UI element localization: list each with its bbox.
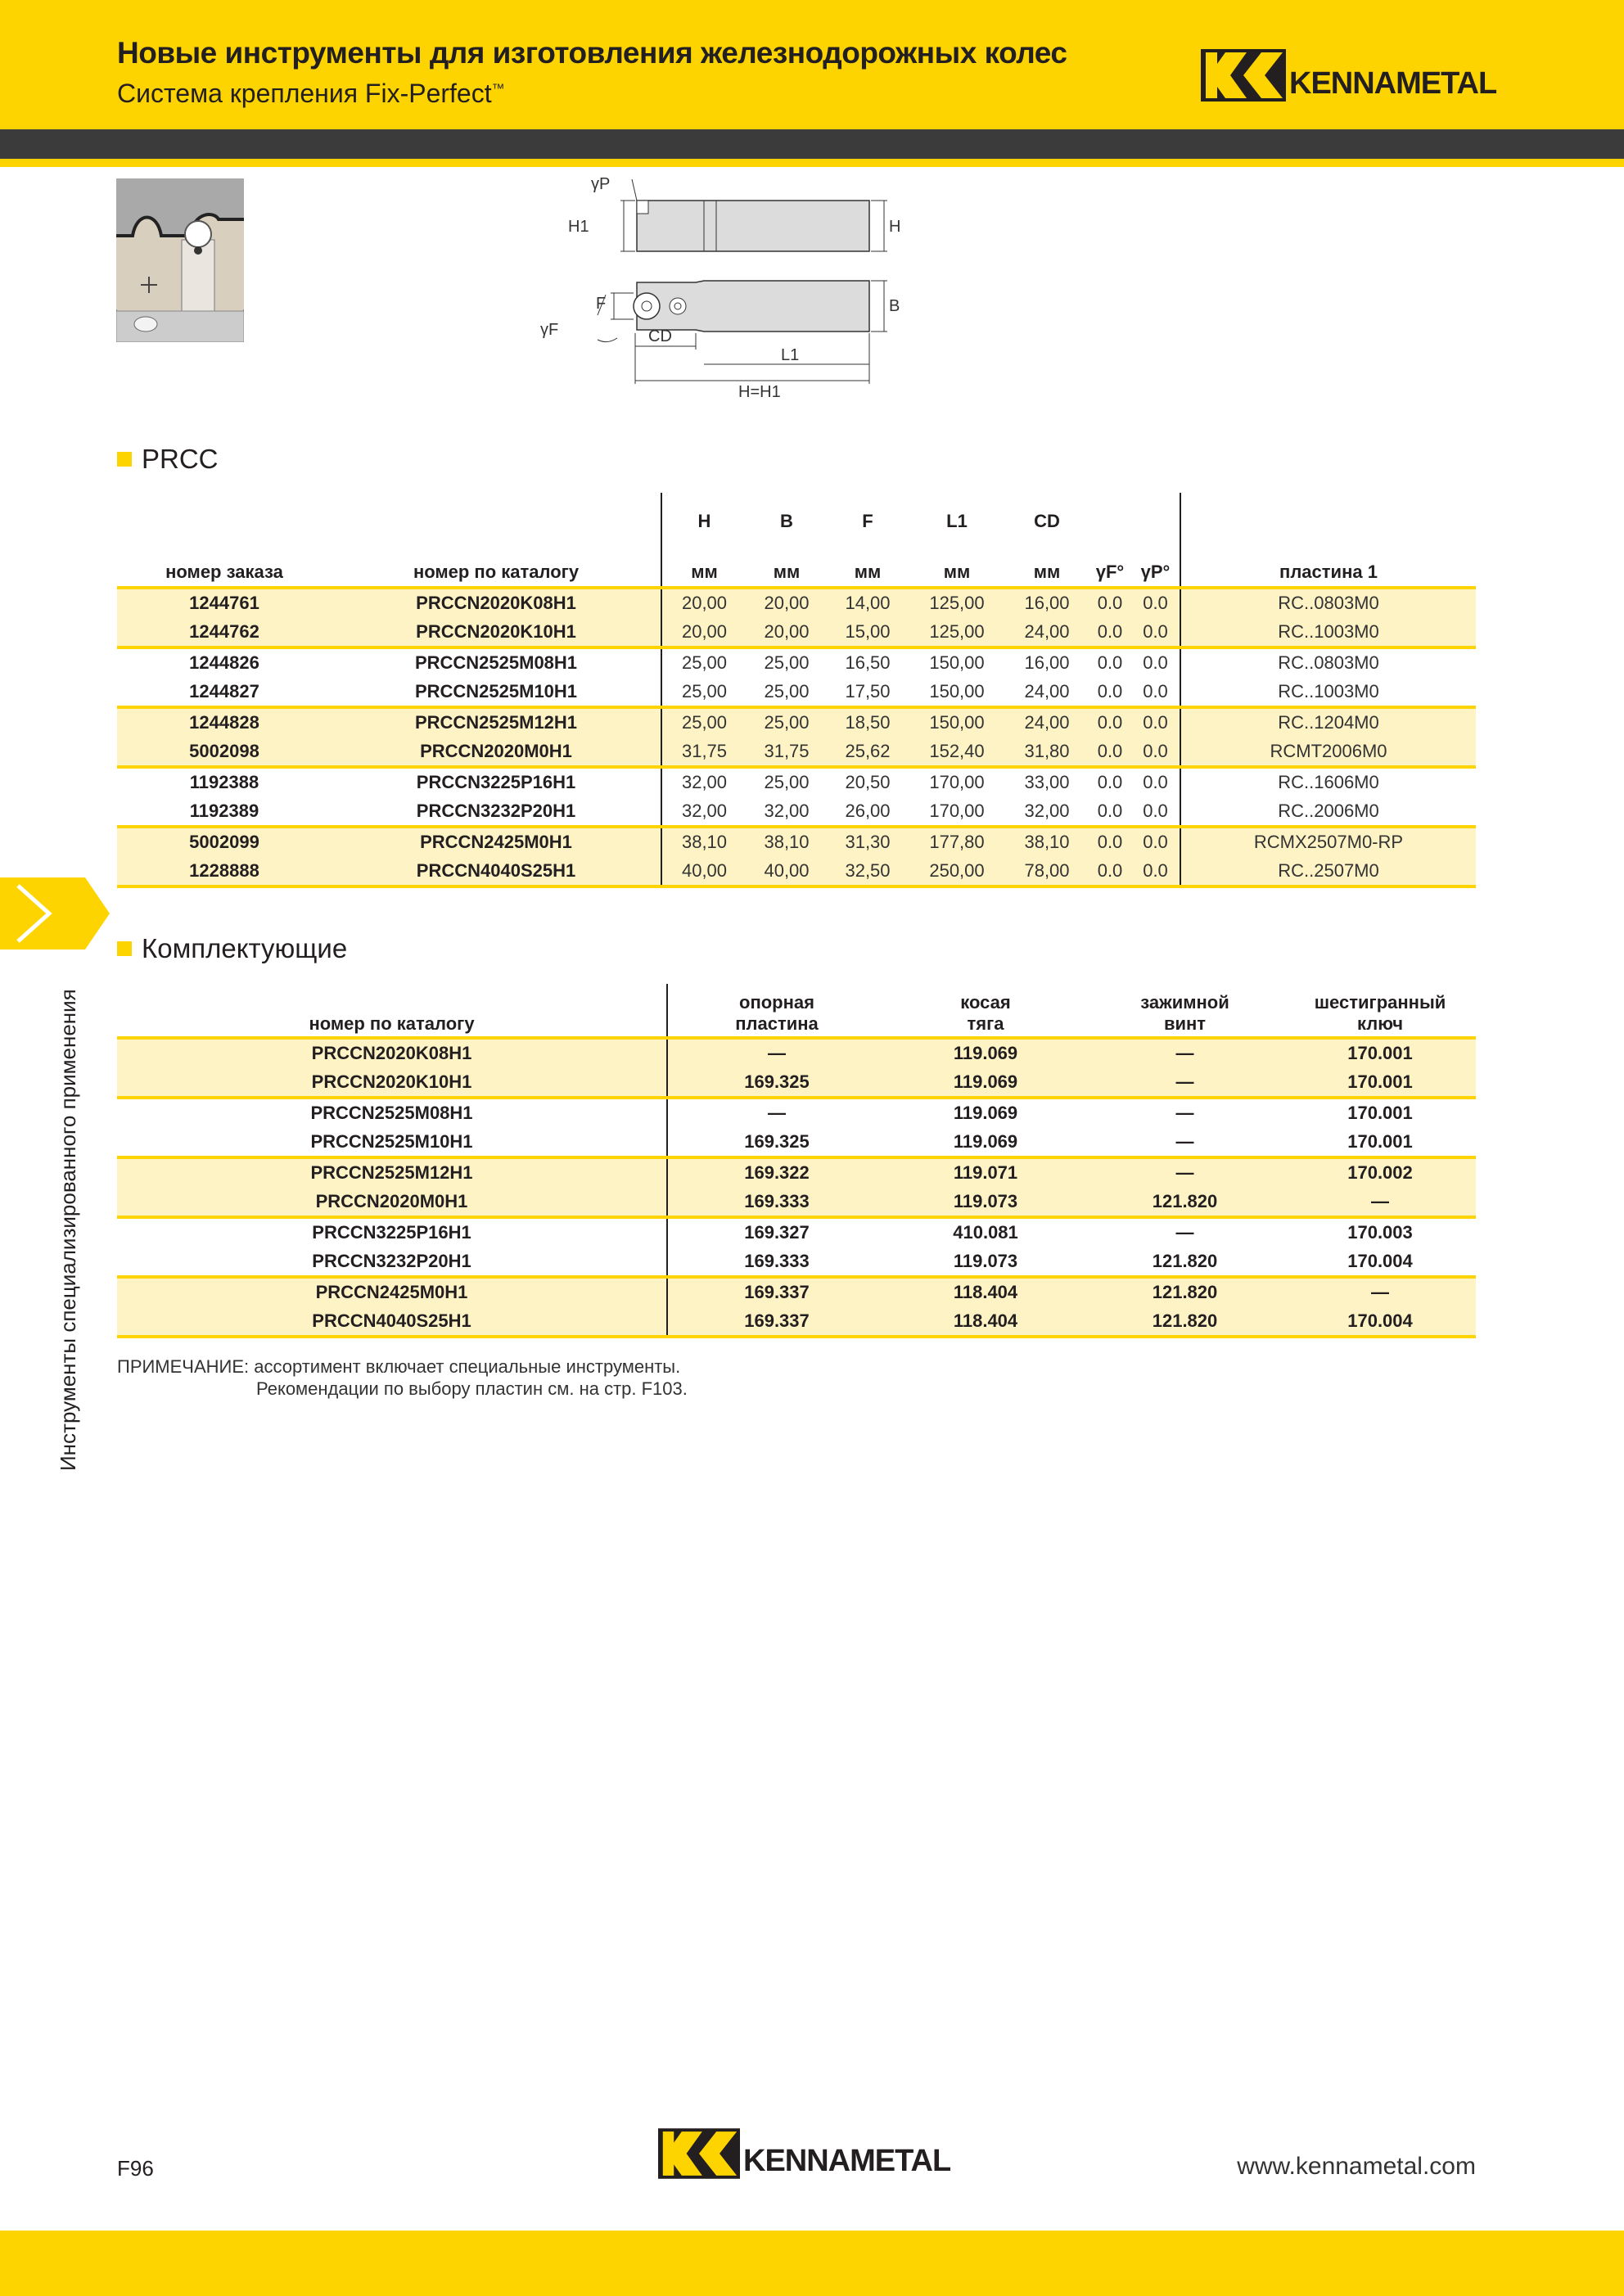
table-cell: 0.0 — [1089, 647, 1131, 678]
table-row — [117, 1068, 1476, 1098]
table-cell: 169.337 — [667, 1307, 886, 1337]
label-gamma-p: γP — [591, 176, 611, 193]
table-cell: PRCCN2020K10H1 — [117, 1068, 667, 1098]
table-cell: — — [1175, 1130, 1194, 1152]
table-cell: 177,80 — [909, 827, 1005, 857]
table-cell: 1244827 — [189, 680, 259, 701]
table-cell: 1244826 — [117, 647, 332, 678]
header-b: B — [780, 511, 793, 531]
table-cell: 15,00 — [827, 618, 909, 648]
header-text: тяга — [967, 1013, 1004, 1034]
table-cell: PRCCN4040S25H1 — [332, 857, 661, 887]
side-tab-arrow-icon — [0, 877, 115, 951]
section-title-prcc — [117, 444, 219, 475]
page-subtitle — [117, 79, 505, 109]
table-cell: 16,00 — [1005, 647, 1089, 678]
table-cell: — — [1085, 1157, 1284, 1188]
table-cell: PRCCN2525M08H1 — [332, 647, 661, 678]
header-text: винт — [1163, 1013, 1207, 1034]
header-unit-mm: мм — [747, 550, 827, 588]
table-cell: 18,50 — [827, 707, 909, 738]
table-cell: 169.325 — [667, 1068, 886, 1098]
table-cell: 25,00 — [747, 707, 827, 738]
table-cell: 20,00 — [661, 588, 747, 618]
label-h1: H1 — [568, 218, 589, 236]
table-cell: RC..2006M0 — [1278, 800, 1379, 821]
table-cell: 169.333 — [667, 1188, 886, 1218]
table-cell: RCMX2507M0-RP — [1180, 827, 1476, 857]
table-cell: 40,00 — [661, 857, 747, 887]
table-cell: PRCCN2020K08H1 — [117, 1038, 667, 1068]
table-cell: RC..1003M0 — [1278, 680, 1379, 701]
table-cell: PRCCN2020K08H1 — [332, 588, 661, 618]
table-cell: 0.0 — [1131, 678, 1180, 708]
table-cell: 24,00 — [1005, 618, 1089, 648]
table-cell: 119.069 — [886, 1068, 1085, 1098]
accessories-table — [117, 984, 1476, 1338]
table-cell: 125,00 — [909, 588, 1005, 618]
header-empty — [1089, 493, 1131, 550]
table-cell: — — [1085, 1098, 1284, 1128]
logo-wordmark: KENNAMETAL — [1289, 66, 1497, 101]
section-bullet — [117, 452, 132, 467]
table-cell: PRCCN2525M10H1 — [332, 678, 661, 708]
table-cell: 170.004 — [1284, 1307, 1476, 1337]
table-cell: PRCCN3232P20H1 — [332, 797, 661, 828]
table-cell: PRCCN2525M12H1 — [117, 1157, 667, 1188]
footnote-line: Рекомендации по выбору пластин см. на стр. F103. — [256, 1378, 688, 1399]
table-cell: 152,40 — [909, 738, 1005, 768]
prcc-table — [117, 493, 1476, 888]
table-cell: 31,30 — [827, 827, 909, 857]
table-cell: 0.0 — [1131, 618, 1180, 648]
table-cell: PRCCN2020M0H1 — [117, 1188, 667, 1218]
header-text: опорная — [739, 992, 814, 1013]
table-cell: 16,50 — [827, 647, 909, 678]
table-cell: 0.0 — [1131, 797, 1180, 828]
table-cell: 119.071 — [886, 1157, 1085, 1188]
table-row — [117, 1307, 1476, 1337]
table-cell: 150,00 — [929, 680, 985, 701]
section-title-accessories — [117, 933, 347, 964]
table-cell: 1192388 — [117, 767, 332, 797]
table-cell: 1244761 — [117, 588, 332, 618]
table-cell: 38,10 — [661, 827, 747, 857]
table-cell: PRCCN4040S25H1 — [117, 1307, 667, 1337]
table-cell: 0.0 — [1089, 707, 1131, 738]
kennametal-k-icon — [658, 2128, 740, 2179]
table-cell: PRCCN2020K10H1 — [332, 618, 661, 648]
table-row — [117, 857, 1476, 887]
table-cell: RC..0803M0 — [1180, 588, 1476, 618]
table-cell: 169.322 — [667, 1157, 886, 1188]
header-shim — [667, 984, 886, 1038]
table-cell: 25,00 — [747, 647, 827, 678]
table-cell: 118.404 — [886, 1307, 1085, 1337]
footnote — [117, 1355, 688, 1400]
header-clamp-screw — [1085, 984, 1284, 1038]
label-l1: L1 — [781, 346, 800, 364]
table-cell: — — [1085, 1068, 1284, 1098]
header-dark-band — [0, 129, 1624, 159]
table-cell: 150,00 — [909, 647, 1005, 678]
table-cell: 170,00 — [929, 800, 985, 821]
header-f: F — [862, 511, 873, 531]
footer-kennametal-logo — [658, 2128, 950, 2179]
table-cell: 0.0 — [1131, 588, 1180, 618]
table-cell: 119.073 — [886, 1188, 1085, 1218]
table-cell: — — [1085, 1038, 1284, 1068]
footnote-line: ПРИМЕЧАНИЕ: ассортимент включает специальные инструменты. — [117, 1356, 681, 1377]
side-section-label: Инструменты специализированного применения — [56, 989, 80, 1471]
header-clamp-wedge — [886, 984, 1085, 1038]
table-cell: 0.0 — [1089, 738, 1131, 768]
table-cell: 14,00 — [827, 588, 909, 618]
header-empty — [1180, 493, 1476, 550]
section-bullet — [117, 941, 132, 956]
header-text: зажимной — [1140, 992, 1229, 1013]
header-unit-mm: мм — [661, 550, 747, 588]
table-cell: 0.0 — [1131, 647, 1180, 678]
table-cell: 33,00 — [1005, 767, 1089, 797]
table-cell: 170.001 — [1284, 1098, 1476, 1128]
table-cell: — — [1284, 1188, 1476, 1218]
table-cell: PRCCN2525M12H1 — [332, 707, 661, 738]
label-b: B — [889, 297, 900, 315]
label-f: F — [596, 295, 607, 313]
table-cell: 25,00 — [681, 680, 728, 701]
table-cell: 26,00 — [845, 800, 891, 821]
label-h: H — [889, 218, 901, 236]
header-gamma-f: γF° — [1089, 550, 1131, 588]
header-empty — [332, 493, 661, 550]
table-cell: — — [1284, 1277, 1476, 1307]
table-cell: 125,00 — [909, 618, 1005, 648]
logo-wordmark: KENNAMETAL — [743, 2144, 951, 2178]
header-unit-mm: мм — [827, 550, 909, 588]
table-cell: RC..1204M0 — [1180, 707, 1476, 738]
header-cd: CD — [1034, 511, 1060, 531]
table-cell: PRCCN2020M0H1 — [332, 738, 661, 768]
header-order-number: номер заказа — [117, 550, 332, 588]
table-cell: RCMT2006M0 — [1180, 738, 1476, 768]
header-text: номер по каталогу — [309, 1013, 475, 1034]
table-cell: 32,00 — [661, 767, 747, 797]
table-cell: 0.0 — [1131, 767, 1180, 797]
table-cell: 121.820 — [1085, 1307, 1284, 1337]
table-row — [117, 738, 1476, 768]
header-text: косая — [960, 992, 1011, 1013]
table-cell: 169.325 — [667, 1128, 886, 1158]
header-l1: L1 — [946, 511, 968, 531]
table-cell: — — [667, 1098, 886, 1128]
table-cell: PRCCN3225P16H1 — [332, 767, 661, 797]
table-cell: 169.327 — [667, 1217, 886, 1247]
table-cell: 169.337 — [667, 1277, 886, 1307]
table-cell: 0.0 — [1089, 857, 1131, 887]
header-unit-mm: мм — [1005, 550, 1089, 588]
table-cell: 31,75 — [747, 738, 827, 768]
table-cell: 121.820 — [1085, 1188, 1284, 1218]
table-cell: 5002099 — [117, 827, 332, 857]
table-cell: 119.069 — [953, 1130, 1018, 1152]
table-cell: 170.004 — [1347, 1250, 1413, 1271]
table-cell: RC..1606M0 — [1180, 767, 1476, 797]
table-cell: 0.0 — [1097, 800, 1123, 821]
table-cell: 119.073 — [953, 1250, 1018, 1271]
table-cell: 38,10 — [1005, 827, 1089, 857]
page-header — [0, 0, 1624, 129]
subtitle-text: Система крепления Fix-Perfect — [117, 79, 492, 108]
footer-yellow-band — [0, 2231, 1624, 2296]
table-cell: 25,00 — [764, 680, 810, 701]
table-cell: — — [667, 1038, 886, 1068]
table-cell: 0.0 — [1131, 857, 1180, 887]
table-cell: PRCCN2425M0H1 — [332, 827, 661, 857]
table-cell: 170.002 — [1284, 1157, 1476, 1188]
table-cell: 17,50 — [845, 680, 891, 701]
trademark-mark: ™ — [491, 82, 505, 97]
website-link[interactable]: www.kennametal.com — [1237, 2153, 1476, 2180]
table-cell: 24,00 — [1024, 680, 1070, 701]
table-cell: 25,00 — [747, 767, 827, 797]
section-title-text: PRCC — [142, 444, 219, 474]
header-empty — [117, 493, 332, 550]
table-cell: PRCCN3225P16H1 — [117, 1217, 667, 1247]
table-cell: 20,00 — [747, 588, 827, 618]
table-cell: RC..2507M0 — [1180, 857, 1476, 887]
header-catalog-number: номер по каталогу — [332, 550, 661, 588]
header-empty — [1131, 493, 1180, 550]
label-h-eq-h1: H=H1 — [738, 383, 781, 401]
table-cell: 0.0 — [1089, 767, 1131, 797]
table-cell: 0.0 — [1131, 827, 1180, 857]
table-cell: 121.820 — [1152, 1250, 1218, 1271]
header-hex-key — [1284, 984, 1476, 1038]
table-cell: 150,00 — [909, 707, 1005, 738]
label-gamma-f: γF — [540, 321, 559, 339]
table-cell: 31,80 — [1005, 738, 1089, 768]
table-row — [117, 767, 1476, 797]
header-insert: пластина 1 — [1180, 550, 1476, 588]
header-text: пластина — [735, 1013, 819, 1034]
page-number: F96 — [117, 2156, 154, 2181]
table-cell: 20,00 — [661, 618, 747, 648]
table-cell: — — [1085, 1217, 1284, 1247]
table-cell: 119.069 — [886, 1038, 1085, 1068]
table-cell: 16,00 — [1005, 588, 1089, 618]
table-row — [117, 1038, 1476, 1068]
table-cell: 0.0 — [1097, 680, 1123, 701]
header-unit-mm: мм — [909, 550, 1005, 588]
table-row — [117, 647, 1476, 678]
table-row — [117, 1277, 1476, 1307]
table-row — [117, 1217, 1476, 1247]
table-cell: 78,00 — [1005, 857, 1089, 887]
header-text: ключ — [1357, 1013, 1403, 1034]
kennametal-logo — [1201, 49, 1496, 101]
table-cell: 170.003 — [1284, 1217, 1476, 1247]
table-row — [117, 678, 1476, 708]
table-cell: 250,00 — [909, 857, 1005, 887]
table-cell: 1228888 — [117, 857, 332, 887]
table-cell: 121.820 — [1085, 1277, 1284, 1307]
table-cell: 40,00 — [747, 857, 827, 887]
table-row — [117, 588, 1476, 618]
table-cell: 5002098 — [117, 738, 332, 768]
table-cell: 32,00 — [764, 800, 810, 821]
table-cell: PRCCN2525M08H1 — [117, 1098, 667, 1128]
table-cell: 1192389 — [189, 800, 259, 821]
table-cell: 170.001 — [1284, 1068, 1476, 1098]
table-cell: 0.0 — [1089, 588, 1131, 618]
table-cell: 410.081 — [886, 1217, 1085, 1247]
table-cell: 25,00 — [661, 647, 747, 678]
table-cell: 169.333 — [667, 1247, 886, 1278]
table-row — [117, 1188, 1476, 1218]
tool-dimension-drawing — [532, 176, 1007, 405]
table-cell: 25,00 — [661, 707, 747, 738]
table-cell: 32,50 — [827, 857, 909, 887]
table-cell: 38,10 — [747, 827, 827, 857]
table-row — [117, 1247, 1476, 1278]
table-cell: 20,00 — [747, 618, 827, 648]
table-cell: 0.0 — [1089, 618, 1131, 648]
table-row — [117, 618, 1476, 648]
table-cell: 31,75 — [661, 738, 747, 768]
table-cell: 118.404 — [886, 1277, 1085, 1307]
table-cell: 0.0 — [1131, 738, 1180, 768]
table-cell: PRCCN2525M10H1 — [310, 1130, 473, 1152]
header-yellow-stripe — [0, 159, 1624, 167]
header-gamma-p: γP° — [1131, 550, 1180, 588]
header-catalog-number — [117, 984, 667, 1038]
header-h: H — [697, 511, 711, 531]
table-cell: 24,00 — [1005, 707, 1089, 738]
page-title: Новые инструменты для изготовления железнодорожных колес — [117, 36, 1067, 70]
table-cell: 1244762 — [117, 618, 332, 648]
table-cell: 25,62 — [827, 738, 909, 768]
label-cd: CD — [648, 327, 672, 345]
table-cell: PRCCN2425M0H1 — [117, 1277, 667, 1307]
table-row — [117, 1128, 1476, 1158]
table-cell: RC..0803M0 — [1180, 647, 1476, 678]
table-cell: 1244828 — [117, 707, 332, 738]
table-row — [117, 1098, 1476, 1128]
table-row — [117, 1157, 1476, 1188]
table-cell: PRCCN3232P20H1 — [312, 1250, 471, 1271]
table-row — [117, 707, 1476, 738]
table-row — [117, 827, 1476, 857]
kennametal-k-icon — [1201, 49, 1286, 101]
table-cell: 170.001 — [1347, 1130, 1413, 1152]
table-cell: 20,50 — [827, 767, 909, 797]
table-cell: 32,00 — [1024, 800, 1070, 821]
header-text: шестигранный — [1314, 992, 1446, 1013]
table-cell: RC..1003M0 — [1180, 618, 1476, 648]
table-row — [117, 797, 1476, 828]
table-cell: 32,00 — [681, 800, 728, 821]
table-cell: 119.069 — [886, 1098, 1085, 1128]
section-title-text: Комплектующие — [142, 933, 348, 963]
table-cell: 0.0 — [1089, 827, 1131, 857]
table-cell: 170.001 — [1284, 1038, 1476, 1068]
table-cell: 0.0 — [1131, 707, 1180, 738]
wheel-profile-photo — [116, 178, 244, 342]
table-cell: 170,00 — [909, 767, 1005, 797]
